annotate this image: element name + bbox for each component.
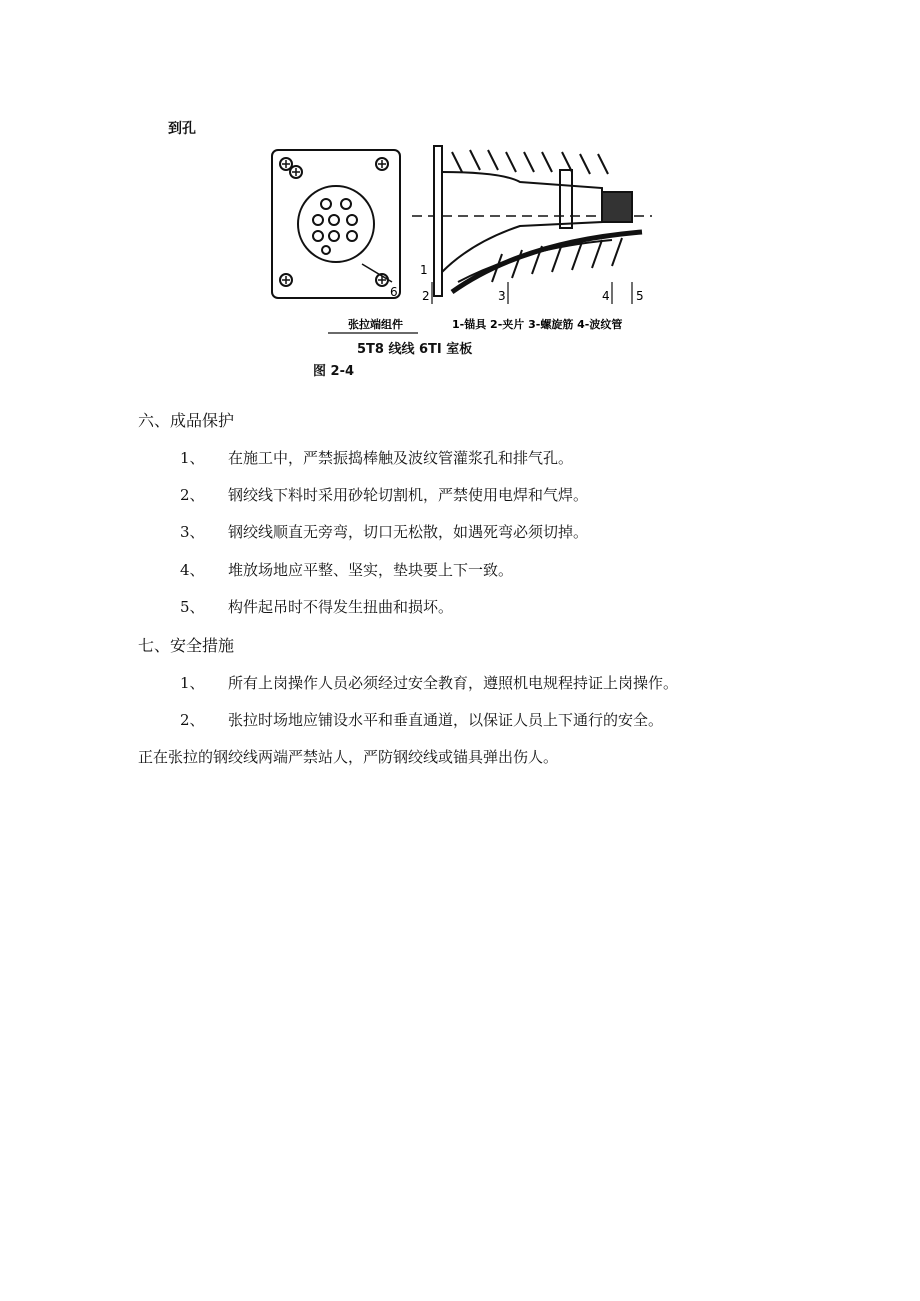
- list-item-number: 2、: [180, 486, 205, 504]
- anchorage-diagram: [262, 132, 662, 342]
- callout-1: 1: [420, 263, 428, 277]
- left-view-label: 张拉端组件: [348, 318, 403, 331]
- section6-title: 六、成品保护: [138, 411, 235, 430]
- list-item: [180, 709, 663, 730]
- list-item: [180, 596, 453, 617]
- list-item-number: 2、: [180, 711, 205, 729]
- callout-2: 2: [422, 289, 430, 303]
- anchor-plate-front-view: [272, 150, 400, 298]
- anchorage-side-view: [412, 146, 652, 304]
- list-item-text: 构件起吊时不得发生扭曲和损坏。: [228, 598, 454, 616]
- callout-6: 6: [390, 285, 398, 299]
- list-item: [180, 559, 513, 580]
- list-item-text: 所有上岗操作人员必须经过安全教育，遵照机电规程持证上岗操作。: [228, 674, 679, 692]
- list-item-text: 堆放场地应平整、坚实，垫块要上下一致。: [228, 561, 514, 579]
- list-item-number: 1、: [180, 449, 205, 467]
- callout-4: 4: [602, 289, 610, 303]
- list-item: [180, 447, 573, 468]
- list-item-number: 3、: [180, 523, 205, 541]
- list-item-number: 1、: [180, 674, 205, 692]
- list-item-text: 张拉时场地应铺设水平和垂直通道，以保证人员上下通行的安全。: [228, 711, 664, 729]
- list-item-number: 4、: [180, 561, 205, 579]
- list-item-text: 在施工中，严禁振捣棒触及波纹管灌浆孔和排气孔。: [228, 449, 574, 467]
- section7-title: 七、安全措施: [138, 636, 235, 655]
- figure-top-label: 到孔: [168, 121, 196, 137]
- list-item-text: 钢绞线顺直无旁弯，切口无松散，如遇死弯必须切掉。: [228, 523, 589, 541]
- list-item-number: 5、: [180, 598, 205, 616]
- list-item: [180, 484, 588, 505]
- list-item: [180, 521, 588, 542]
- callout-5: 5: [636, 289, 644, 303]
- parts-legend: 1-锚具 2-夹片 3-螺旋筋 4-波纹管: [452, 318, 623, 331]
- figure-caption: 5T8 线线 6TI 室板: [357, 342, 473, 357]
- figure-number: 图 2-4: [313, 364, 355, 379]
- list-item: [180, 672, 678, 693]
- callout-3: 3: [498, 289, 506, 303]
- paragraph-continuation: 正在张拉的钢绞线两端严禁站人，严防钢绞线或锚具弹出伤人。: [138, 748, 559, 766]
- list-item-text: 钢绞线下料时采用砂轮切割机，严禁使用电焊和气焊。: [228, 486, 589, 504]
